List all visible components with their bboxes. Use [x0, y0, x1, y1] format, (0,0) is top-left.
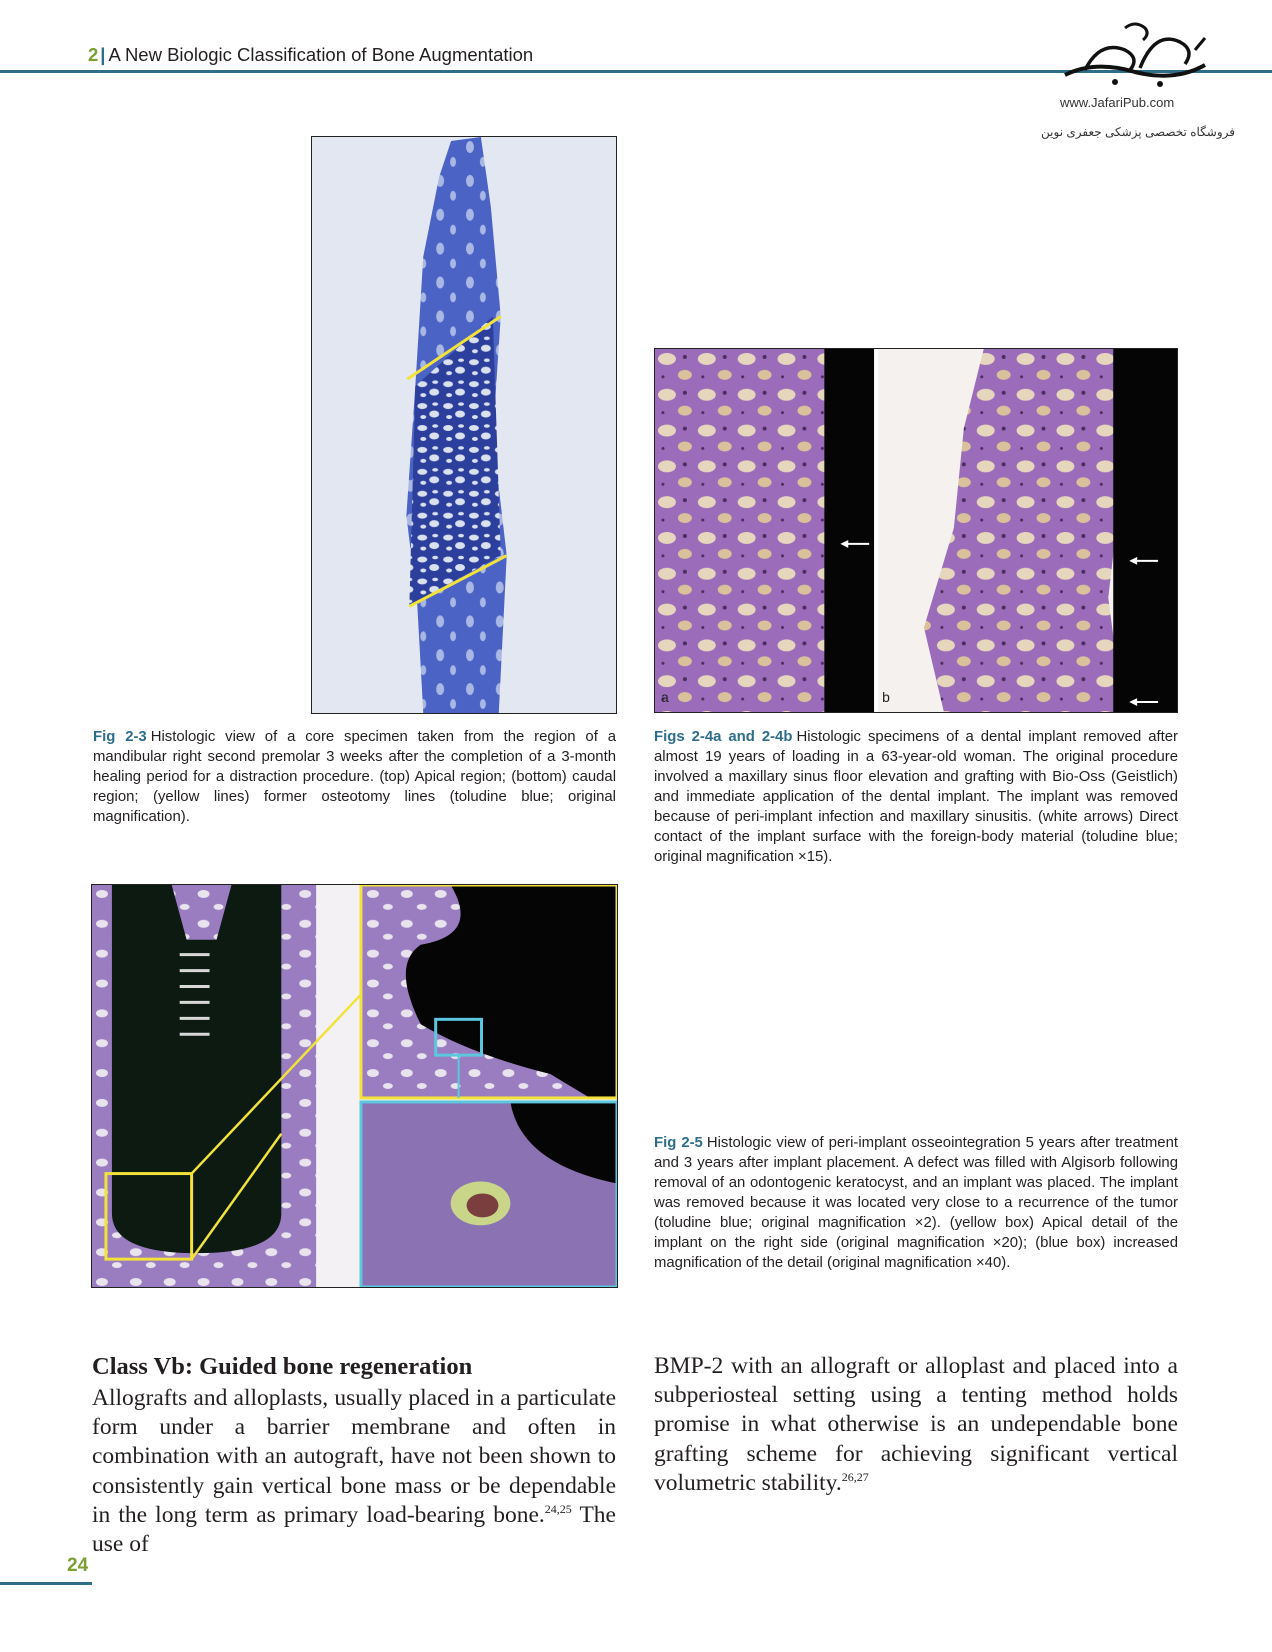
figure-2-5-image	[91, 884, 618, 1288]
body-column-left	[92, 1384, 616, 1559]
chapter-title: A New Biologic Classification of Bone Augmentation	[108, 44, 534, 65]
body-paragraph: BMP-2 with an allograft or alloplast and placed into a subperiosteal setting using a tenting method holds promise in what otherwise is an undependable bone grafting scheme for achieving significant vertical volumetric stability.	[654, 1353, 1178, 1496]
calligraphy-logo-icon	[1055, 20, 1215, 90]
publisher-name: فروشگاه تخصصی پزشکی جعفری نوین	[1041, 125, 1235, 139]
publisher-url: www.JafariPub.com	[1060, 95, 1175, 110]
figure-2-4-caption	[654, 727, 1178, 867]
figure-2-4-image	[654, 348, 1178, 713]
running-head	[88, 44, 533, 66]
implant-histology-panels	[655, 349, 1177, 712]
publisher-logo	[1055, 20, 1215, 90]
panel-a-label: a	[660, 689, 669, 706]
panel-b-label: b	[882, 689, 890, 706]
citation-refs: 24,25	[544, 1501, 572, 1516]
figure-label: Fig 2-5	[654, 1135, 703, 1151]
core-specimen-histology	[312, 137, 616, 713]
page-number: 24	[67, 1555, 89, 1576]
body-paragraph: Allografts and alloplasts, usually placed in a particulate form under a barrier membrane and often in combination with an autograft, have not been shown to consistently gain vertical bone mass or be dependable in the long term as primary load-bearing bone.	[92, 1385, 616, 1528]
figure-label: Figs 2-4a and 2-4b	[654, 729, 793, 745]
section-heading: Class Vb: Guided bone regeneration	[92, 1353, 473, 1380]
figure-2-5-caption	[654, 1133, 1178, 1273]
caption-text: Histologic specimens of a dental implant removed after almost 19 years of loading in a 63-year-old woman. The original procedure involved a maxillary sinus floor elevation and grafting with Bio-Oss (Geistlich) and immediate application of the dental implant. The implant was removed because of peri-implant infection and maxillary sinusitis. (white arrows) Direct contact of the implant surface with the foreign-body material (toludine blue; original magnification ×15).	[654, 729, 1178, 865]
chapter-separator: |	[100, 44, 106, 65]
chapter-number: 2	[88, 44, 99, 65]
footer-rule	[0, 1582, 92, 1585]
body-column-right	[654, 1352, 1178, 1498]
citation-refs: 26,27	[841, 1469, 869, 1484]
figure-label: Fig 2-3	[93, 729, 147, 745]
body-paragraph-tail: The use of	[92, 1501, 616, 1558]
caption-text: Histologic view of a core specimen taken from the region of a mandibular right second premolar 3 weeks after the completion of a 3-month healing period for a distraction procedure. (top) Apical region; (bottom) caudal region; (yellow lines) former osteotomy lines (toludine blue; original magnification).	[93, 729, 616, 825]
figure-2-3-image	[311, 136, 617, 714]
caption-text: Histologic view of peri-implant osseointegration 5 years after treatment and 3 years after implant placement. A defect was filled with Algisorb following removal of an odontogenic keratocyst, and an implant was placed. The implant was removed because it was located very close to a recurrence of the tumor (toludine blue; original magnification ×2). (yellow box) Apical detail of the implant on the right side (original magnification ×20); (blue box) increased magnification of the detail (original magnification ×40).	[654, 1135, 1178, 1271]
figure-2-3-caption	[93, 727, 616, 827]
osseointegration-histology	[92, 885, 617, 1287]
